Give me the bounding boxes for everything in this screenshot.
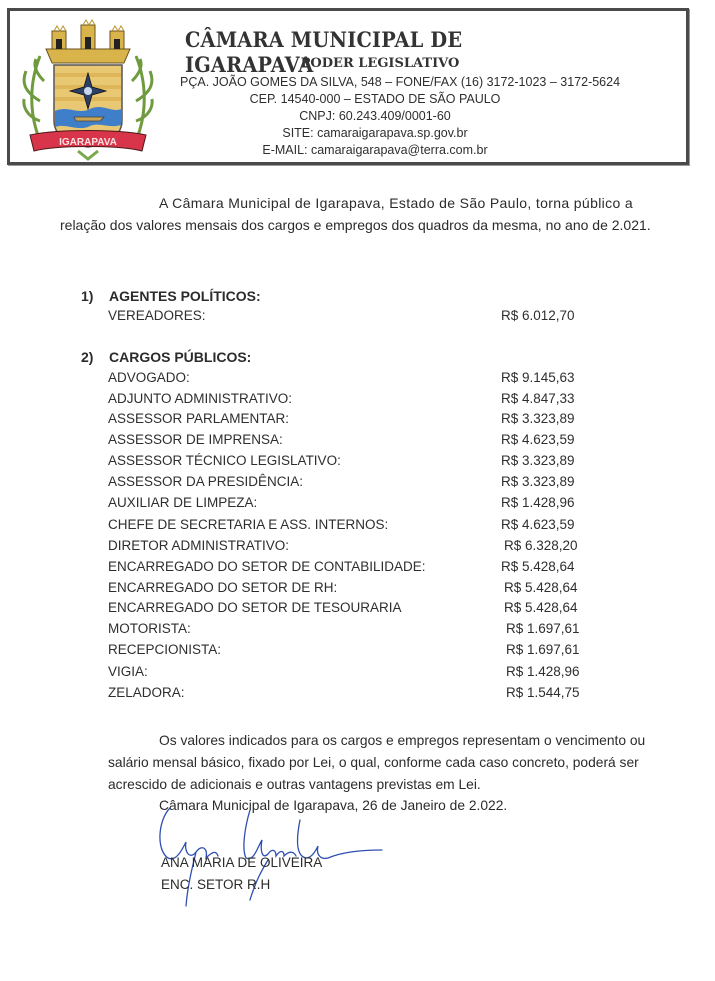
table-row	[108, 391, 608, 411]
role-label: ENCARREGADO DO SETOR DE TESOURARIA	[108, 600, 402, 615]
role-value: R$ 1.428,96	[501, 495, 575, 510]
table-row	[108, 538, 608, 558]
table-row	[108, 308, 608, 328]
role-value: R$ 5.428,64	[504, 600, 578, 615]
institution-title: CÂMARA MUNICIPAL DE IGARAPAVA	[185, 27, 463, 77]
role-label: ASSESSOR DA PRESIDÊNCIA:	[108, 474, 304, 489]
intro-line-2: relação dos valores mensais dos cargos e empregos dos quadros da mesma, no ano de 2.021.	[60, 217, 651, 233]
role-label: AUXILIAR DE LIMPEZA:	[108, 495, 258, 510]
crown-icon	[46, 20, 130, 63]
table-row	[108, 370, 608, 390]
role-value: R$ 5.428,64	[504, 580, 578, 595]
role-value: R$ 5.428,64	[501, 559, 575, 574]
site-link[interactable]: SITE: camaraigarapava.sp.gov.br	[282, 126, 468, 140]
table-row	[108, 642, 608, 662]
table-row	[108, 559, 608, 579]
section-number-1: 1)	[81, 288, 94, 304]
role-label: ZELADORA:	[108, 685, 185, 700]
role-value: R$ 9.145,63	[501, 370, 575, 385]
address-line: PÇA. JOÃO GOMES DA SILVA, 548 – FONE/FAX (16) 3172-1023 – 3172-5624	[180, 75, 621, 89]
table-row	[108, 600, 608, 620]
role-value: R$ 1.697,61	[506, 642, 580, 657]
role-value: R$ 4.623,59	[501, 517, 575, 532]
table-row	[108, 453, 608, 473]
closing-line-1: Os valores indicados para os cargos e empregos representam o vencimento ou	[159, 733, 646, 748]
email-link[interactable]: E-MAIL: camaraigarapava@terra.com.br	[262, 143, 488, 157]
role-label: VIGIA:	[108, 664, 148, 679]
table-row	[108, 580, 608, 600]
role-label: RECEPCIONISTA:	[108, 642, 222, 657]
role-value: R$ 3.323,89	[501, 474, 575, 489]
table-row	[108, 517, 608, 537]
date-line: Câmara Municipal de Igarapava, 26 de Janeiro de 2.022.	[159, 798, 508, 813]
cep-line: CEP. 14540-000 – ESTADO DE SÃO PAULO	[249, 92, 501, 106]
role-value: R$ 1.428,96	[506, 664, 580, 679]
intro-line-1: A Câmara Municipal de Igarapava, Estado de São Paulo, torna público a	[159, 195, 633, 211]
role-value: R$ 3.323,89	[501, 453, 575, 468]
table-row	[108, 411, 608, 431]
signatory-position: ENC. SETOR R.H	[161, 877, 271, 892]
section-title-cargos-publicos: CARGOS PÚBLICOS:	[109, 349, 252, 365]
institution-subtitle: PODER LEGISLATIVO	[300, 56, 460, 71]
svg-text:IGARAPAVA: IGARAPAVA	[59, 137, 117, 148]
role-value: R$ 4.847,33	[501, 391, 575, 406]
role-label: ASSESSOR DE IMPRENSA:	[108, 432, 283, 447]
role-value: R$ 3.323,89	[501, 411, 575, 426]
role-value: R$ 6.328,20	[504, 538, 578, 553]
closing-line-3: acrescido de adicionais e outras vantagens previstas em Lei.	[108, 777, 481, 792]
ribbon-banner	[30, 131, 146, 160]
role-label: MOTORISTA:	[108, 621, 191, 636]
closing-line-2: salário mensal básico, fixado por Lei, o qual, conforme cada caso concreto, poderá ser	[108, 755, 639, 770]
table-row	[108, 474, 608, 494]
table-row	[108, 664, 608, 684]
role-label: ASSESSOR TÉCNICO LEGISLATIVO:	[108, 453, 341, 468]
role-label: VEREADORES:	[108, 308, 206, 323]
role-value: R$ 1.544,75	[506, 685, 580, 700]
table-row	[108, 621, 608, 641]
role-label: ENCARREGADO DO SETOR DE CONTABILIDADE:	[108, 559, 426, 574]
coat-of-arms-icon	[18, 11, 158, 161]
table-row	[108, 685, 608, 705]
role-label: ADJUNTO ADMINISTRATIVO:	[108, 391, 293, 406]
role-label: CHEFE DE SECRETARIA E ASS. INTERNOS:	[108, 517, 389, 532]
role-label: ASSESSOR PARLAMENTAR:	[108, 411, 290, 426]
cnpj-line: CNPJ: 60.243.409/0001-60	[299, 109, 451, 123]
table-row	[108, 495, 608, 515]
role-value: R$ 4.623,59	[501, 432, 575, 447]
role-value: R$ 1.697,61	[506, 621, 580, 636]
role-value: R$ 6.012,70	[501, 308, 575, 323]
section-title-agentes-politicos: AGENTES POLÍTICOS:	[109, 288, 261, 304]
table-row	[108, 432, 608, 452]
role-label: ENCARREGADO DO SETOR DE RH:	[108, 580, 338, 595]
role-label: DIRETOR ADMINISTRATIVO:	[108, 538, 290, 553]
signatory-name: ANA MARIA DE OLIVEIRA	[161, 855, 323, 870]
role-label: ADVOGADO:	[108, 370, 190, 385]
section-number-2: 2)	[81, 349, 94, 365]
